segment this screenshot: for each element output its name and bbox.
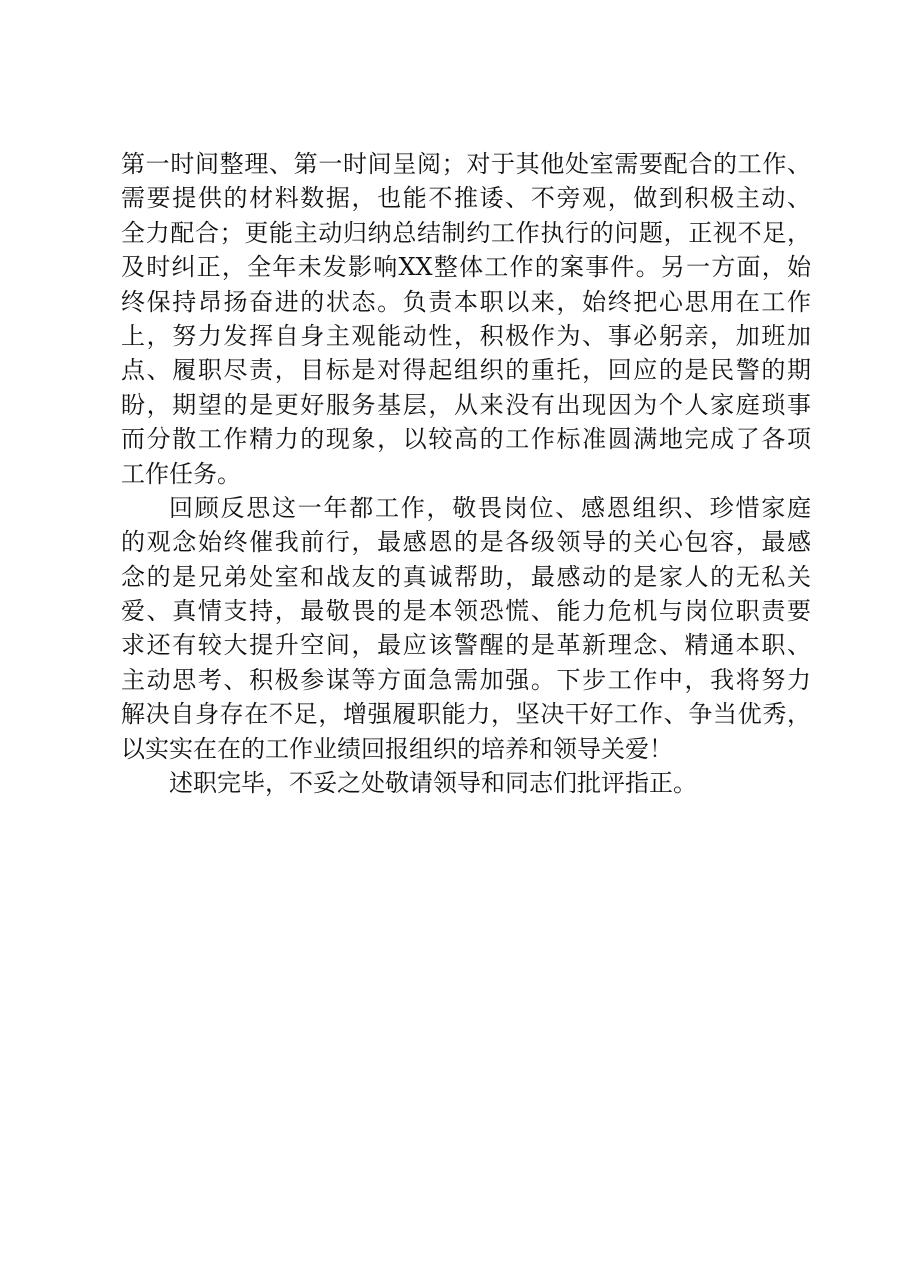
paragraph-2-line-3: 念的是兄弟处室和战友的真诚帮助，最感动的是家人的无私关 [121, 562, 811, 591]
paragraph-2-line-2: 的观念始终催我前行，最感恩的是各级领导的关心包容，最感 [121, 528, 811, 557]
paragraph-1-line-10: 工作任务。 [121, 459, 241, 488]
paragraph-1-line-4: 及时纠正，全年未发影响XX整体工作的案事件。另一方面，始 [121, 253, 811, 282]
paragraph-1-line-1: 第一时间整理、第一时间呈阅；对于其他处室需要配合的工作、 [121, 150, 811, 178]
paragraph-2-line-4: 爱、真情支持，最敬畏的是本领恐慌、能力危机与岗位职责要 [121, 597, 811, 626]
paragraph-2-line-1: 回顾反思这一年都工作，敬畏岗位、感恩组织、珍惜家庭 [169, 493, 811, 522]
paragraph-2-line-5: 求还有较大提升空间，最应该警醒的是革新理念、精通本职、 [121, 631, 811, 660]
paragraph-1-line-6: 上，努力发挥自身主观能动性，积极作为、事必躬亲，加班加 [121, 321, 811, 350]
paragraph-1-line-7: 点、履职尽责，目标是对得起组织的重托，回应的是民警的期 [121, 356, 811, 385]
paragraph-1-line-9: 而分散工作精力的现象，以较高的工作标准圆满地完成了各项 [121, 425, 811, 454]
paragraph-2-line-7: 解决自身存在不足，增强履职能力，坚决干好工作、争当优秀， [121, 700, 811, 729]
paragraph-2-line-8: 以实实在在的工作业绩回报组织的培养和领导关爱！ [121, 734, 673, 763]
paragraph-1-line-2: 需要提供的材料数据，也能不推诿、不旁观，做到积极主动、 [121, 184, 811, 213]
paragraph-3-line-1: 述职完毕，不妥之处敬请领导和同志们批评指正。 [169, 769, 697, 798]
paragraph-1-line-8: 盼，期望的是更好服务基层，从来没有出现因为个人家庭琐事 [121, 390, 811, 419]
document-body [121, 147, 811, 800]
paragraph-2-line-6: 主动思考、积极参谋等方面急需加强。下步工作中，我将努力 [121, 665, 811, 694]
paragraph-1-line-3: 全力配合；更能主动归纳总结制约工作执行的问题，正视不足， [121, 218, 811, 247]
paragraph-1-line-5: 终保持昂扬奋进的状态。负责本职以来，始终把心思用在工作 [121, 287, 811, 316]
